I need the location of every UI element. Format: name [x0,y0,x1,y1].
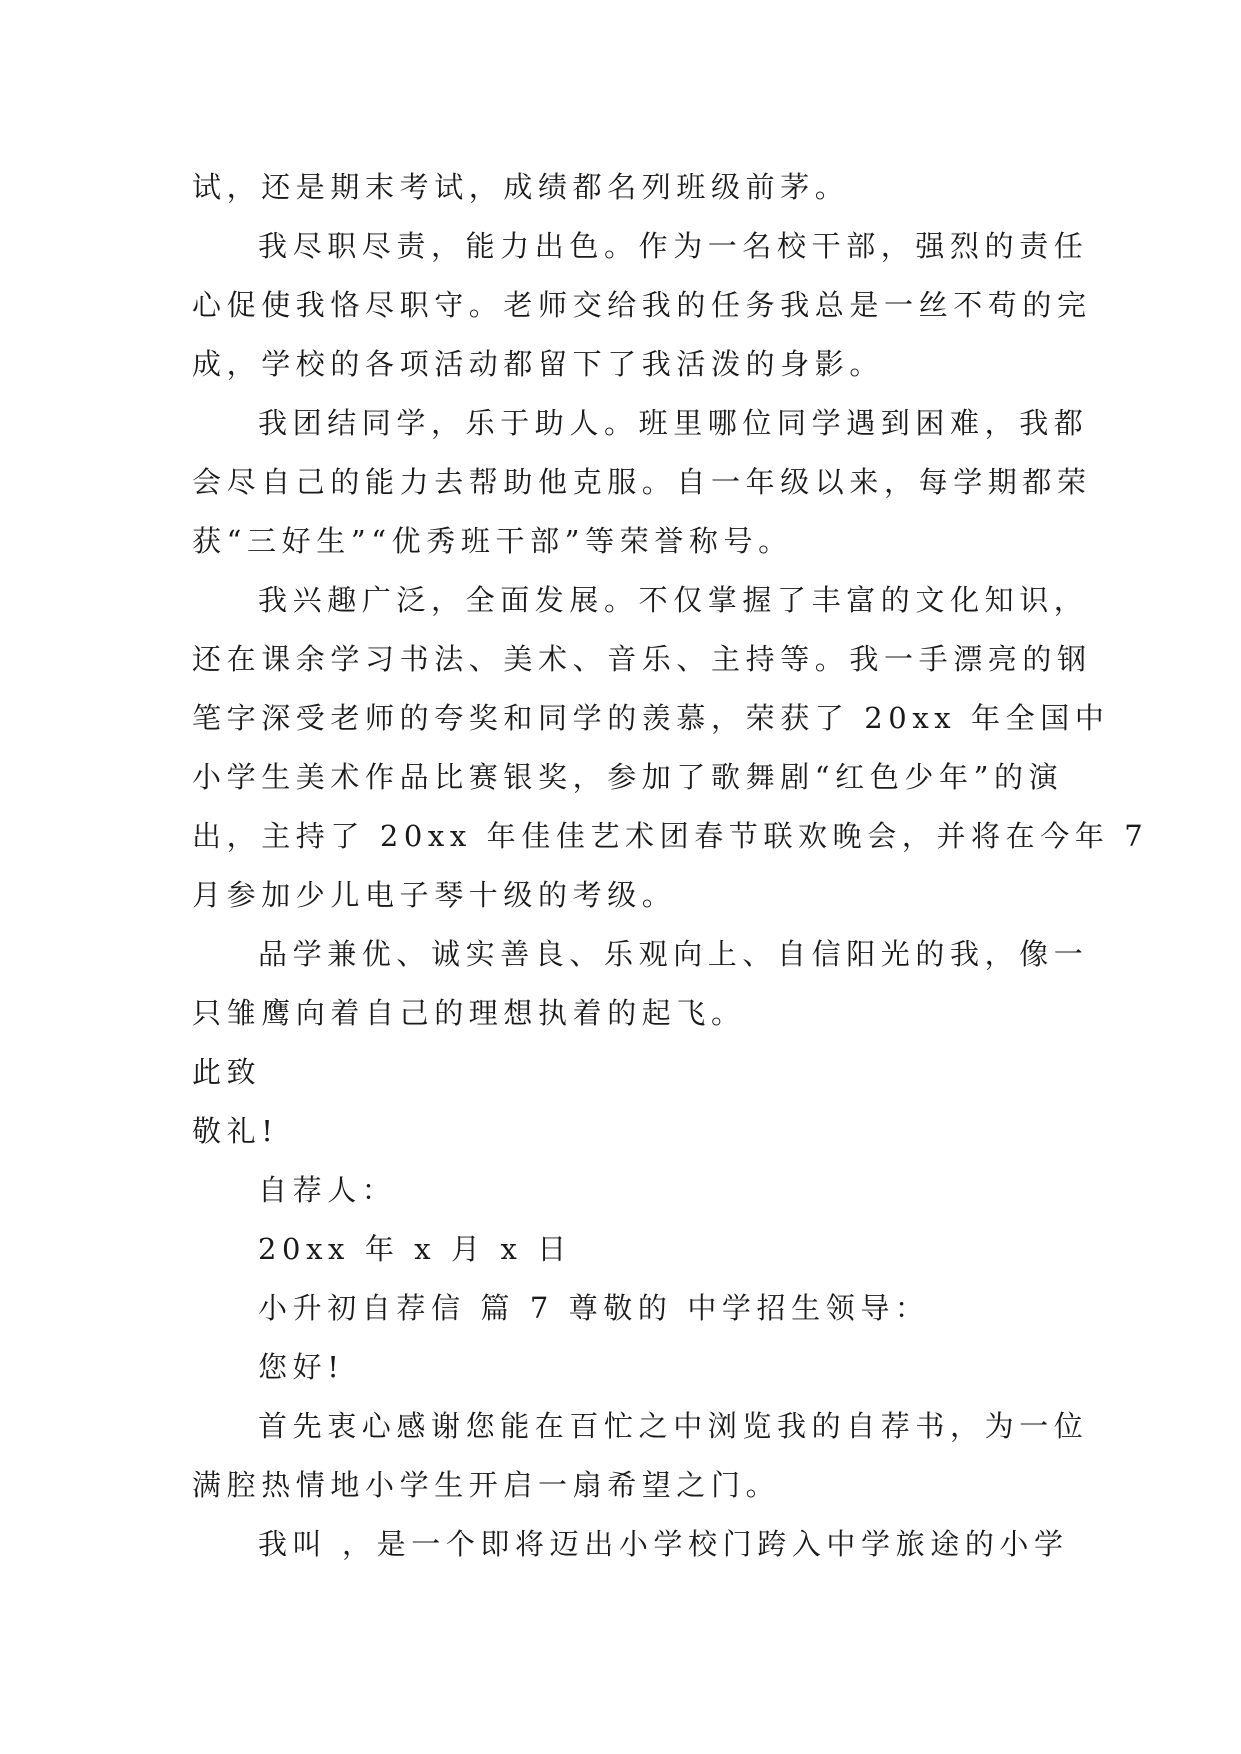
text-line: 只雏鹰向着自己的理想执着的起飞。 [192,996,746,1030]
text-line: 小学生美术作品比赛银奖，参加了歌舞剧“红色少年”的演 [192,760,1064,794]
text-line: 我叫 ，是一个即将迈出小学校门跨入中学旅途的小学 [258,1527,1069,1561]
text-line: 我团结同学，乐于助人。班里哪位同学遇到困难，我都 [258,406,1089,440]
text-line: 月参加少儿电子琴十级的考级。 [192,878,677,912]
text-line: 试，还是期末考试，成绩都名列班级前茅。 [192,170,850,204]
text-line: 您好! [258,1350,345,1384]
text-line: 会尽自己的能力去帮助他克服。自一年级以来，每学期都荣 [192,465,1092,499]
text-line: 还在课余学习书法、美术、音乐、主持等。我一手漂亮的钢 [192,642,1092,676]
text-line: 自荐人： [258,1173,397,1207]
document-body [192,158,1149,1574]
text-line: 笔字深受老师的夸奖和同学的羡慕，荣获了 20xx 年全国中 [192,701,1110,735]
text-line: 小升初自荐信 篇 7 尊敬的 中学招生领导： [258,1291,930,1325]
text-line: 出，主持了 20xx 年佳佳艺术团春节联欢晚会，并将在今年 7 [192,819,1149,853]
text-line: 我兴趣广泛，全面发展。不仅掌握了丰富的文化知识， [258,583,1089,617]
text-line: 品学兼优、诚实善良、乐观向上、自信阳光的我，像一 [258,937,1089,971]
text-line: 20xx 年 x 月 x 日 [258,1232,572,1266]
text-line: 心促使我恪尽职守。老师交给我的任务我总是一丝不苟的完 [192,288,1092,322]
text-line: 敬礼! [192,1114,279,1148]
text-line: 首先衷心感谢您能在百忙之中浏览我的自荐书，为一位 [258,1409,1089,1443]
text-line: 我尽职尽责，能力出色。作为一名校干部，强烈的责任 [258,229,1089,263]
text-line: 此致 [192,1055,262,1089]
text-line: 成，学校的各项活动都留下了我活泼的身影。 [192,347,885,381]
text-line: 满腔热情地小学生开启一扇希望之门。 [192,1468,781,1502]
text-line: 获“三好生”“优秀班干部”等荣誉称号。 [192,524,793,558]
